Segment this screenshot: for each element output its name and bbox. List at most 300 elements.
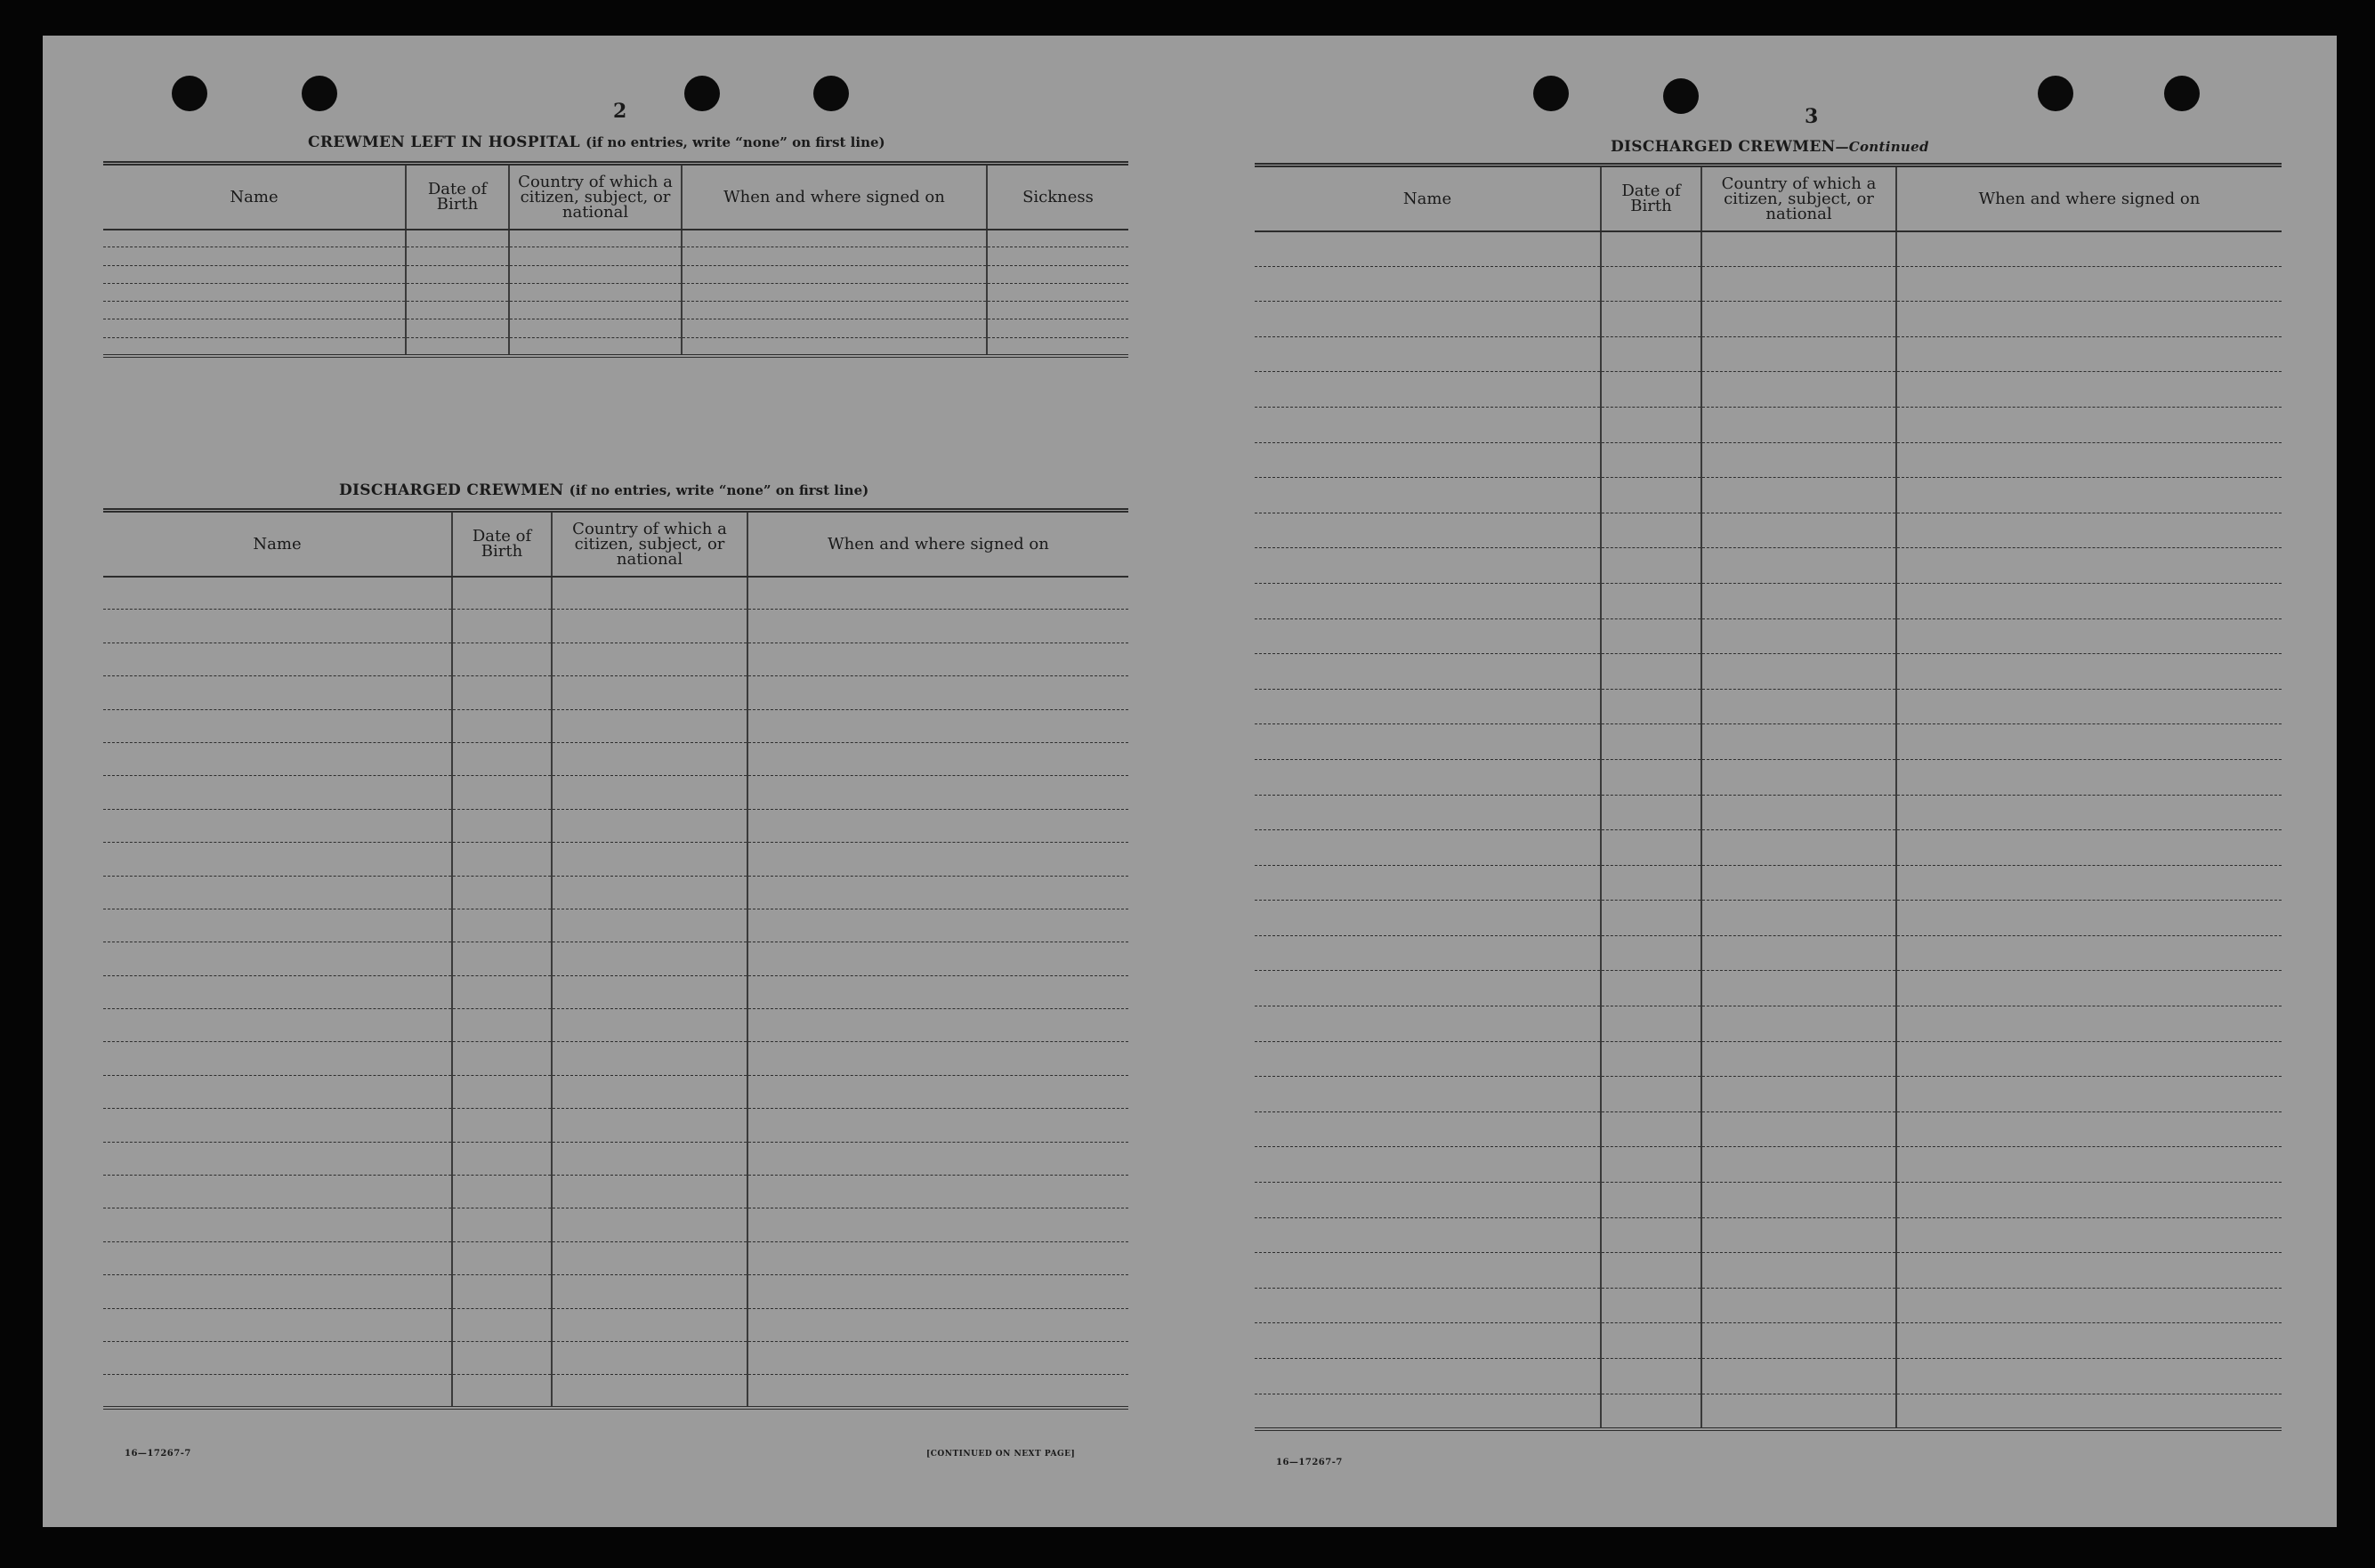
table-cell[interactable] [1255, 513, 1601, 548]
table-cell[interactable] [1255, 901, 1601, 936]
table-cell[interactable] [987, 337, 1128, 355]
table-cell[interactable] [509, 247, 682, 265]
table-cell[interactable] [103, 1241, 452, 1274]
table-cell[interactable] [747, 1142, 1128, 1175]
table-cell[interactable] [682, 230, 987, 247]
table-row [1255, 618, 2282, 654]
table-cell[interactable] [747, 1042, 1128, 1075]
table-cell[interactable] [1601, 654, 1701, 690]
table-cell[interactable] [103, 942, 452, 975]
table-cell[interactable] [103, 577, 452, 610]
table-cell[interactable] [103, 265, 406, 283]
table-cell[interactable] [509, 302, 682, 319]
table-cell[interactable] [103, 975, 452, 1008]
table-row [1255, 935, 2282, 971]
table-cell[interactable] [1601, 689, 1701, 724]
table-cell[interactable] [1601, 865, 1701, 901]
table-cell[interactable] [1255, 654, 1601, 690]
table-cell[interactable] [682, 302, 987, 319]
table-row [103, 1109, 1128, 1142]
table-cell[interactable] [1701, 1323, 1896, 1359]
table-cell[interactable] [1601, 1217, 1701, 1253]
table-cell[interactable] [1896, 1394, 2282, 1429]
table-cell[interactable] [452, 1176, 552, 1208]
table-cell[interactable] [1255, 935, 1601, 971]
table-cell[interactable] [452, 809, 552, 842]
table-cell[interactable] [1601, 231, 1701, 267]
table-cell[interactable] [103, 1275, 452, 1308]
table-row [103, 1208, 1128, 1241]
table-cell[interactable] [103, 1075, 452, 1108]
table-cell[interactable] [1896, 266, 2282, 302]
table-cell[interactable] [552, 709, 747, 742]
table-cell[interactable] [1601, 1253, 1701, 1289]
table-cell[interactable] [1896, 1041, 2282, 1077]
table-cell[interactable] [1896, 1288, 2282, 1323]
table-cell[interactable] [1601, 302, 1701, 337]
table-cell[interactable] [1701, 407, 1896, 442]
table-cell[interactable] [1601, 935, 1701, 971]
table-cell[interactable] [987, 302, 1128, 319]
table-cell[interactable] [1255, 1111, 1601, 1147]
table-cell[interactable] [987, 247, 1128, 265]
table-cell[interactable] [747, 876, 1128, 909]
table-cell[interactable] [1255, 795, 1601, 830]
table-cell[interactable] [552, 776, 747, 809]
table-cell[interactable] [747, 676, 1128, 709]
col-header-sickness: Sickness [987, 164, 1128, 230]
table-cell[interactable] [1701, 513, 1896, 548]
table-row [1255, 372, 2282, 408]
table-cell[interactable] [1701, 266, 1896, 302]
table-cell[interactable] [1601, 724, 1701, 760]
table-cell[interactable] [747, 643, 1128, 675]
table-cell[interactable] [1255, 548, 1601, 584]
table-row [103, 676, 1128, 709]
table-cell[interactable] [1701, 1006, 1896, 1042]
table-cell[interactable] [452, 1109, 552, 1142]
table-cell[interactable] [682, 337, 987, 355]
table-cell[interactable] [452, 709, 552, 742]
table-cell[interactable] [1896, 654, 2282, 690]
table-cell[interactable] [1255, 442, 1601, 478]
table-cell[interactable] [682, 283, 987, 301]
table-cell[interactable] [1701, 1111, 1896, 1147]
table-row [1255, 724, 2282, 760]
table-row [1255, 689, 2282, 724]
table-cell[interactable] [1701, 478, 1896, 513]
table-cell[interactable] [103, 876, 452, 909]
table-cell[interactable] [1701, 935, 1896, 971]
table-cell[interactable] [103, 1208, 452, 1241]
table-cell[interactable] [1255, 1288, 1601, 1323]
table-cell[interactable] [1255, 336, 1601, 372]
table-cell[interactable] [1701, 1077, 1896, 1112]
table-cell[interactable] [452, 909, 552, 942]
table-cell[interactable] [1255, 583, 1601, 618]
table-cell[interactable] [747, 742, 1128, 775]
table-cell[interactable] [747, 577, 1128, 610]
table-cell[interactable] [987, 265, 1128, 283]
table-cell[interactable] [1601, 1111, 1701, 1147]
table-cell[interactable] [1255, 231, 1601, 267]
table-cell[interactable] [1601, 795, 1701, 830]
table-cell[interactable] [103, 1308, 452, 1341]
table-cell[interactable] [1896, 583, 2282, 618]
table-cell[interactable] [103, 1142, 452, 1175]
table-cell[interactable] [1601, 372, 1701, 408]
table-cell[interactable] [452, 742, 552, 775]
table-cell[interactable] [452, 843, 552, 876]
table-cell[interactable] [1896, 1217, 2282, 1253]
table-cell[interactable] [103, 676, 452, 709]
table-cell[interactable] [452, 610, 552, 643]
table-cell[interactable] [1896, 1183, 2282, 1218]
table-cell[interactable] [406, 247, 509, 265]
table-cell[interactable] [1601, 266, 1701, 302]
table-row [103, 1241, 1128, 1274]
table-cell[interactable] [406, 319, 509, 337]
table-cell[interactable] [1896, 795, 2282, 830]
table-cell[interactable] [682, 247, 987, 265]
table-cell[interactable] [1255, 724, 1601, 760]
table-cell[interactable] [747, 1009, 1128, 1042]
table-cell[interactable] [1896, 407, 2282, 442]
table-cell[interactable] [1601, 1006, 1701, 1042]
table-cell[interactable] [552, 1109, 747, 1142]
table-cell[interactable] [552, 577, 747, 610]
table-cell[interactable] [1601, 830, 1701, 866]
table-row [1255, 1253, 2282, 1289]
table-cell[interactable] [1601, 618, 1701, 654]
table-cell[interactable] [1701, 1183, 1896, 1218]
table-cell[interactable] [552, 1308, 747, 1341]
table-cell[interactable] [1601, 1288, 1701, 1323]
table-row [103, 1308, 1128, 1341]
table-cell[interactable] [1255, 1253, 1601, 1289]
table-cell[interactable] [1255, 1006, 1601, 1042]
hospital-table [103, 161, 1128, 358]
table-cell[interactable] [1701, 759, 1896, 795]
table-cell[interactable] [987, 319, 1128, 337]
table-cell[interactable] [552, 809, 747, 842]
table-cell[interactable] [1255, 759, 1601, 795]
table-cell[interactable] [987, 283, 1128, 301]
table-cell[interactable] [1896, 689, 2282, 724]
table-cell[interactable] [1896, 1147, 2282, 1183]
table-cell[interactable] [1255, 1147, 1601, 1183]
table-row [103, 876, 1128, 909]
table-cell[interactable] [406, 230, 509, 247]
table-cell[interactable] [1896, 372, 2282, 408]
table-cell[interactable] [747, 1375, 1128, 1408]
table-cell[interactable] [1701, 336, 1896, 372]
table-cell[interactable] [452, 1308, 552, 1341]
table-cell[interactable] [1255, 1077, 1601, 1112]
form-code: 16—17267-7 [125, 1449, 191, 1459]
table-cell[interactable] [103, 1341, 452, 1374]
table-cell[interactable] [509, 337, 682, 355]
table-cell[interactable] [1896, 336, 2282, 372]
table-row [103, 1176, 1128, 1208]
table-cell[interactable] [1601, 1394, 1701, 1429]
table-cell[interactable] [452, 1009, 552, 1042]
table-cell[interactable] [1601, 759, 1701, 795]
table-cell[interactable] [1701, 1147, 1896, 1183]
table-row [103, 1075, 1128, 1108]
table-cell[interactable] [1896, 935, 2282, 971]
table-cell[interactable] [509, 230, 682, 247]
table-cell[interactable] [1896, 302, 2282, 337]
table-cell[interactable] [1896, 618, 2282, 654]
table-cell[interactable] [509, 283, 682, 301]
table-cell[interactable] [1701, 865, 1896, 901]
table-cell[interactable] [103, 283, 406, 301]
table-cell[interactable] [1896, 971, 2282, 1006]
table-cell[interactable] [1701, 901, 1896, 936]
table-cell[interactable] [1255, 1183, 1601, 1218]
table-cell[interactable] [452, 1142, 552, 1175]
table-cell[interactable] [1896, 901, 2282, 936]
table-cell[interactable] [1601, 1077, 1701, 1112]
table-cell[interactable] [103, 302, 406, 319]
table-cell[interactable] [552, 1009, 747, 1042]
table-cell[interactable] [452, 942, 552, 975]
table-cell[interactable] [1255, 407, 1601, 442]
table-cell[interactable] [452, 975, 552, 1008]
table-cell[interactable] [452, 1275, 552, 1308]
table-cell[interactable] [103, 319, 406, 337]
table-cell[interactable] [1701, 372, 1896, 408]
table-cell[interactable] [1601, 901, 1701, 936]
table-cell[interactable] [1255, 266, 1601, 302]
table-cell[interactable] [1701, 618, 1896, 654]
table-cell[interactable] [1701, 231, 1896, 267]
table-cell[interactable] [747, 1241, 1128, 1274]
table-cell[interactable] [452, 1241, 552, 1274]
table-cell[interactable] [1896, 1111, 2282, 1147]
table-cell[interactable] [1701, 442, 1896, 478]
table-cell[interactable] [1896, 513, 2282, 548]
table-cell[interactable] [1701, 1041, 1896, 1077]
table-cell[interactable] [1701, 548, 1896, 584]
table-cell[interactable] [552, 1042, 747, 1075]
table-cell[interactable] [552, 1176, 747, 1208]
col-header-date-of-birth: Date of Birth [452, 511, 552, 577]
table-cell[interactable] [452, 676, 552, 709]
table-row [1255, 1077, 2282, 1112]
table-cell[interactable] [552, 742, 747, 775]
table-row [103, 643, 1128, 675]
table-cell[interactable] [682, 265, 987, 283]
table-cell[interactable] [1896, 548, 2282, 584]
table-row [1255, 1323, 2282, 1359]
table-cell[interactable] [103, 809, 452, 842]
table-cell[interactable] [1255, 302, 1601, 337]
table-cell[interactable] [1701, 583, 1896, 618]
table-cell[interactable] [103, 1375, 452, 1408]
table-row [103, 776, 1128, 809]
table-cell[interactable] [552, 975, 747, 1008]
table-cell[interactable] [1255, 865, 1601, 901]
table-cell[interactable] [1601, 1323, 1701, 1359]
table-cell[interactable] [1255, 830, 1601, 866]
table-cell[interactable] [1255, 618, 1601, 654]
table-cell[interactable] [552, 876, 747, 909]
table-cell[interactable] [1896, 1359, 2282, 1394]
table-cell[interactable] [103, 1109, 452, 1142]
table-cell[interactable] [747, 942, 1128, 975]
table-cell[interactable] [552, 909, 747, 942]
table-cell[interactable] [1701, 654, 1896, 690]
table-cell[interactable] [103, 1009, 452, 1042]
table-cell[interactable] [1896, 724, 2282, 760]
table-cell[interactable] [103, 337, 406, 355]
right-page [1255, 36, 2331, 1527]
table-cell[interactable] [452, 876, 552, 909]
table-cell[interactable] [1701, 795, 1896, 830]
table-cell[interactable] [452, 1341, 552, 1374]
table-cell[interactable] [1255, 971, 1601, 1006]
table-cell[interactable] [1896, 759, 2282, 795]
table-cell[interactable] [103, 610, 452, 643]
table-cell[interactable] [552, 1341, 747, 1374]
table-cell[interactable] [1701, 302, 1896, 337]
table-cell[interactable] [452, 776, 552, 809]
table-cell[interactable] [1896, 865, 2282, 901]
table-cell[interactable] [987, 230, 1128, 247]
table-cell[interactable] [103, 843, 452, 876]
table-cell[interactable] [1255, 1359, 1601, 1394]
table-cell[interactable] [552, 1208, 747, 1241]
table-row [1255, 231, 2282, 267]
table-cell[interactable] [1255, 372, 1601, 408]
table-cell[interactable] [552, 643, 747, 675]
table-cell[interactable] [747, 1208, 1128, 1241]
table-row [1255, 1006, 2282, 1042]
table-cell[interactable] [747, 843, 1128, 876]
table-cell[interactable] [1896, 1323, 2282, 1359]
table-cell[interactable] [747, 1075, 1128, 1108]
table-cell[interactable] [406, 283, 509, 301]
table-cell[interactable] [552, 676, 747, 709]
table-cell[interactable] [1601, 1147, 1701, 1183]
table-cell[interactable] [1701, 724, 1896, 760]
table-cell[interactable] [1601, 336, 1701, 372]
table-cell[interactable] [747, 776, 1128, 809]
table-cell[interactable] [509, 265, 682, 283]
table-cell[interactable] [747, 809, 1128, 842]
table-cell[interactable] [103, 742, 452, 775]
table-cell[interactable] [747, 1176, 1128, 1208]
table-cell[interactable] [1601, 583, 1701, 618]
table-cell[interactable] [1701, 689, 1896, 724]
table-cell[interactable] [1896, 1077, 2282, 1112]
table-cell[interactable] [452, 1042, 552, 1075]
table-cell[interactable] [747, 1341, 1128, 1374]
table-cell[interactable] [452, 577, 552, 610]
table-cell[interactable] [1255, 689, 1601, 724]
table-cell[interactable] [452, 1375, 552, 1408]
table-cell[interactable] [1255, 478, 1601, 513]
table-cell[interactable] [747, 1275, 1128, 1308]
table-cell[interactable] [552, 1241, 747, 1274]
table-cell[interactable] [552, 1075, 747, 1108]
table-cell[interactable] [1255, 1323, 1601, 1359]
table-cell[interactable] [103, 1176, 452, 1208]
table-cell[interactable] [1701, 1253, 1896, 1289]
table-cell[interactable] [1701, 1217, 1896, 1253]
table-cell[interactable] [552, 1142, 747, 1175]
table-cell[interactable] [406, 302, 509, 319]
table-cell[interactable] [552, 843, 747, 876]
table-cell[interactable] [747, 975, 1128, 1008]
table-cell[interactable] [1896, 442, 2282, 478]
table-cell[interactable] [1601, 1183, 1701, 1218]
table-cell[interactable] [552, 1275, 747, 1308]
table-cell[interactable] [1255, 1217, 1601, 1253]
table-row [103, 577, 1128, 610]
table-cell[interactable] [509, 319, 682, 337]
table-cell[interactable] [1601, 442, 1701, 478]
table-cell[interactable] [747, 909, 1128, 942]
table-cell[interactable] [1701, 1288, 1896, 1323]
table-cell[interactable] [747, 709, 1128, 742]
table-cell[interactable] [452, 1208, 552, 1241]
table-cell[interactable] [1601, 548, 1701, 584]
table-cell[interactable] [1701, 830, 1896, 866]
table-row [103, 809, 1128, 842]
table-cell[interactable] [552, 610, 747, 643]
table-cell[interactable] [1255, 1394, 1601, 1429]
table-cell[interactable] [1601, 971, 1701, 1006]
table-cell[interactable] [103, 776, 452, 809]
table-cell[interactable] [682, 319, 987, 337]
table-cell[interactable] [103, 909, 452, 942]
table-cell[interactable] [1896, 830, 2282, 866]
table-cell[interactable] [452, 1075, 552, 1108]
table-row [103, 909, 1128, 942]
form-code: 16—17267-7 [1276, 1458, 1343, 1467]
table-cell[interactable] [103, 709, 452, 742]
table-cell[interactable] [1896, 231, 2282, 267]
table-cell[interactable] [1601, 1359, 1701, 1394]
table-cell[interactable] [1255, 1041, 1601, 1077]
table-cell[interactable] [406, 337, 509, 355]
table-cell[interactable] [1701, 1359, 1896, 1394]
table-cell[interactable] [747, 1308, 1128, 1341]
table-cell[interactable] [1896, 1253, 2282, 1289]
table-cell[interactable] [552, 1375, 747, 1408]
table-cell[interactable] [747, 610, 1128, 643]
table-cell[interactable] [1601, 513, 1701, 548]
table-cell[interactable] [1896, 478, 2282, 513]
table-cell[interactable] [103, 643, 452, 675]
table-cell[interactable] [103, 1042, 452, 1075]
table-cell[interactable] [1601, 478, 1701, 513]
table-cell[interactable] [1601, 1041, 1701, 1077]
table-cell[interactable] [1701, 1394, 1896, 1429]
table-cell[interactable] [1896, 1006, 2282, 1042]
table-cell[interactable] [452, 643, 552, 675]
table-cell[interactable] [103, 230, 406, 247]
table-cell[interactable] [103, 247, 406, 265]
table-cell[interactable] [1601, 407, 1701, 442]
table-cell[interactable] [747, 1109, 1128, 1142]
table-cell[interactable] [1701, 971, 1896, 1006]
table-cell[interactable] [406, 265, 509, 283]
table-cell[interactable] [552, 942, 747, 975]
